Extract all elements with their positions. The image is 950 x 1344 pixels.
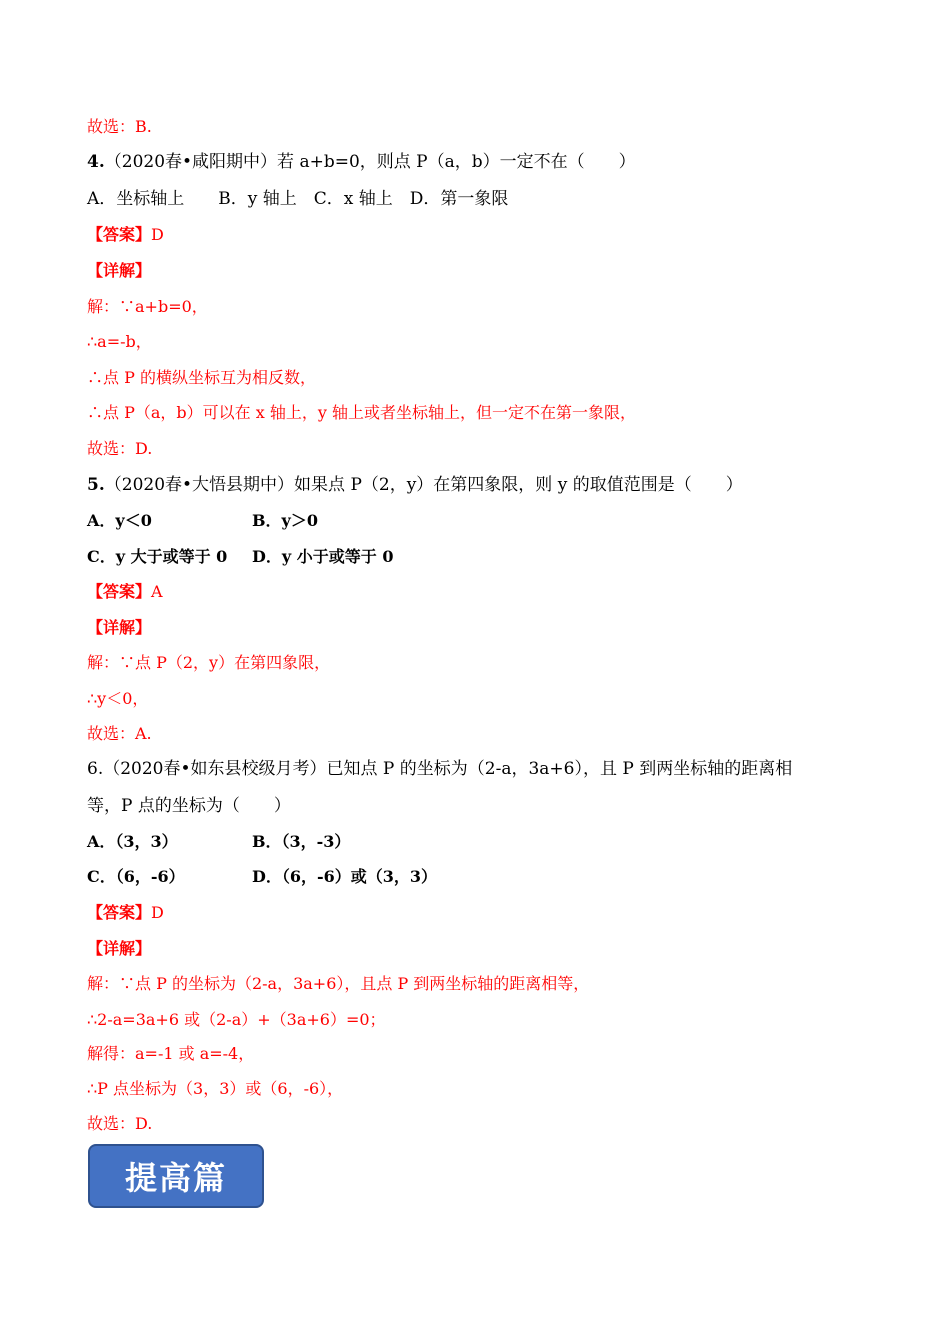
q4-sol-2: ∴a=-b， <box>87 332 152 351</box>
q5-options-row1 <box>87 510 318 532</box>
q5-number: 5. <box>87 475 105 495</box>
answer-value: A <box>151 582 163 601</box>
answer-label: 【答案】 <box>87 582 152 601</box>
answer-label: 【答案】 <box>87 225 152 244</box>
q6-option-b: B．（3，-3） <box>252 832 351 851</box>
q5-options-row2 <box>87 546 393 568</box>
q4-detail-label: 【详解】 <box>87 261 152 280</box>
q6-option-a: A．（3，3） <box>87 832 178 851</box>
q5-sol-3: 故选：A. <box>87 724 152 743</box>
q5-answer <box>87 581 163 603</box>
q4-options: A．坐标轴上 B．y 轴上 C．x 轴上 D．第一象限 <box>87 189 509 209</box>
q6-options-row1 <box>87 831 350 853</box>
q6-sol-1: 解：∵点 P 的坐标为（2-a，3a+6），且点 P 到两坐标轴的距离相等， <box>87 974 590 993</box>
answer-value: D <box>151 225 164 244</box>
q4-stem-text: （2020春•咸阳期中）若 a+b=0，则点 P（a，b）一定不在（ ） <box>104 152 636 172</box>
q5-stem-text: （2020春•大悟县期中）如果点 P（2，y）在第四象限，则 y 的取值范围是（ ） <box>104 475 743 495</box>
q3-choose: 故选：B. <box>87 117 152 136</box>
q6-sol-4: ∴P 点坐标为（3，3）或（6，-6）， <box>87 1079 344 1098</box>
q5-detail-label: 【详解】 <box>87 618 152 637</box>
q4-stem <box>87 151 636 173</box>
q4-sol-3: ∴点 P 的横纵坐标互为相反数， <box>87 368 316 387</box>
q6-sol-5: 故选：D. <box>87 1114 153 1133</box>
q6-stem-line1: 6.（2020春•如东县校级月考）已知点 P 的坐标为（2-a，3a+6），且 P 到两坐标轴的距离相 <box>87 759 793 779</box>
q6-answer <box>87 902 164 924</box>
q5-option-d: D．y 小于或等于 0 <box>252 547 394 566</box>
q6-option-c: C．（6，-6） <box>87 867 185 886</box>
q4-number: 4. <box>87 152 105 172</box>
q6-stem-line2: 等，P 点的坐标为（ ） <box>87 796 291 816</box>
q6-sol-3: 解得：a=-1 或 a=-4， <box>87 1044 255 1063</box>
section-banner: 提高篇 <box>88 1144 264 1208</box>
answer-value: D <box>151 903 164 922</box>
q5-stem <box>87 474 743 496</box>
q6-detail-label: 【详解】 <box>87 939 152 958</box>
q4-answer <box>87 224 164 246</box>
q4-sol-4: ∴点 P（a，b）可以在 x 轴上，y 轴上或者坐标轴上，但一定不在第一象限， <box>87 403 636 422</box>
q5-option-c: C．y 大于或等于 0 <box>87 547 228 566</box>
q5-sol-2: ∴y＜0， <box>87 689 149 708</box>
q4-sol-5: 故选：D. <box>87 439 153 458</box>
q6-option-d: D．（6，-6）或（3，3） <box>252 867 438 886</box>
q5-sol-1: 解：∵点 P（2，y）在第四象限， <box>87 653 331 672</box>
q6-options-row2 <box>87 866 437 888</box>
q4-sol-1: 解：∵a+b=0， <box>87 297 208 316</box>
q5-option-b: B．y＞0 <box>252 511 318 530</box>
q6-sol-2: ∴2-a=3a+6 或（2-a）+（3a+6）=0； <box>87 1010 386 1029</box>
answer-label: 【答案】 <box>87 903 152 922</box>
q5-option-a: A．y＜0 <box>87 511 152 530</box>
